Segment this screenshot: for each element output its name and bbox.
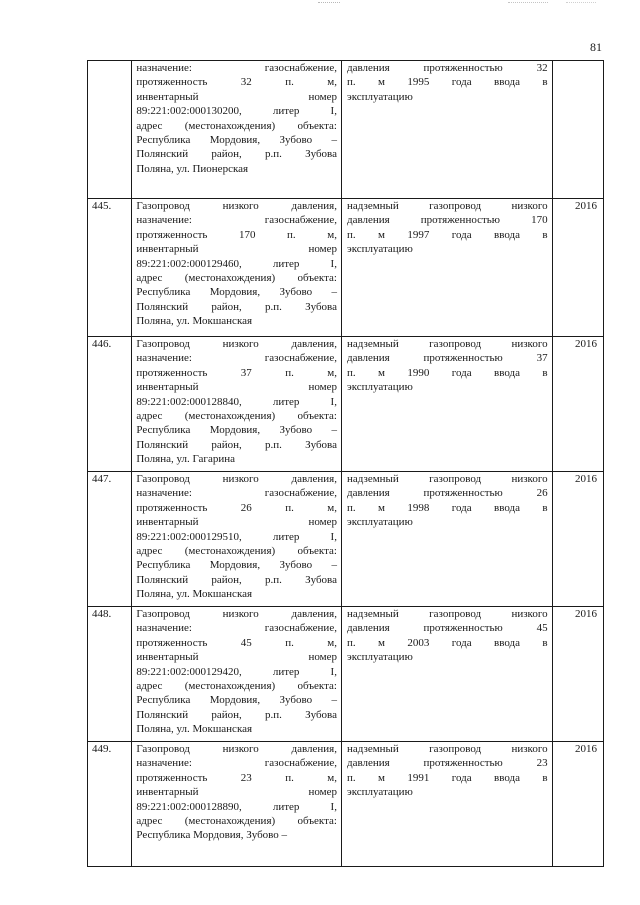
object-text-line: Поляна, ул. Гагарина xyxy=(136,453,235,466)
object-text-line: Полянский район, р.п. Зубова xyxy=(136,148,337,161)
object-text-line: назначение: газоснабжение, xyxy=(136,214,337,227)
description-text-line: п. м 2003 года ввода в xyxy=(346,636,548,649)
description-text-line: п. м 1998 года ввода в xyxy=(346,501,548,514)
table-row xyxy=(88,472,604,607)
object-text-line: адрес (местонахождения) объекта: xyxy=(136,679,337,692)
object-name-cell xyxy=(132,607,342,742)
row-number: 446. xyxy=(88,337,132,472)
description-text-line: п. м 1997 года ввода в xyxy=(346,228,548,241)
row-number: 447. xyxy=(88,472,132,607)
description-text-line: давления протяженностью 23 xyxy=(346,757,548,770)
year-cell: 2016 xyxy=(552,742,603,867)
object-text-line: назначение: газоснабжение, xyxy=(136,62,337,74)
object-text-line: адрес (местонахождения) объекта: xyxy=(136,409,337,422)
description-text-line: п. м 1995 года ввода в xyxy=(346,76,548,89)
description-text-line: надземный газопровод низкого xyxy=(346,608,548,620)
object-description-cell xyxy=(341,61,552,199)
object-text-line: назначение: газоснабжение, xyxy=(136,487,337,500)
description-text-line: давления протяженностью 32 xyxy=(346,62,548,74)
description-text-line: эксплуатацию xyxy=(346,651,413,664)
table-row xyxy=(88,742,604,867)
page-number: 81 xyxy=(590,40,602,54)
object-text-line: 89:221:002:000129460, литер I, xyxy=(136,257,337,270)
object-text-line: Газопровод низкого давления, xyxy=(136,338,337,350)
object-text-line: 89:221:002:000129420, литер I, xyxy=(136,665,337,678)
description-text-line: эксплуатацию xyxy=(346,786,413,799)
year-cell: 2016 xyxy=(552,337,603,472)
object-text-line: протяженность 45 п. м, xyxy=(136,636,337,649)
description-text-line: давления протяженностью 26 xyxy=(346,487,548,500)
object-text-line: Полянский район, р.п. Зубова xyxy=(136,438,337,451)
year-cell xyxy=(552,61,603,199)
description-text-line: надземный газопровод низкого xyxy=(346,743,548,755)
object-text-line: Республика Мордовия, Зубово – xyxy=(136,133,337,146)
object-text-line: Газопровод низкого давления, xyxy=(136,743,337,755)
scan-artifact xyxy=(566,2,596,9)
description-text-line: эксплуатацию xyxy=(346,243,413,256)
table-body xyxy=(88,61,604,867)
row-number: 445. xyxy=(88,199,132,337)
object-text-line: инвентарный номер xyxy=(136,651,337,664)
object-text-line: Поляна, ул. Мокшанская xyxy=(136,315,253,328)
object-name-cell xyxy=(132,337,342,472)
property-register-table xyxy=(87,60,604,867)
object-text-line: протяженность 170 п. м, xyxy=(136,228,337,241)
object-text-line: Полянский район, р.п. Зубова xyxy=(136,573,337,586)
object-name-cell xyxy=(132,61,342,199)
object-text-line: Газопровод низкого давления, xyxy=(136,200,337,212)
object-text-line: адрес (местонахождения) объекта: xyxy=(136,271,337,284)
object-text-line: назначение: газоснабжение, xyxy=(136,622,337,635)
object-text-line: Республика Мордовия, Зубово – xyxy=(136,424,337,437)
object-text-line: назначение: газоснабжение, xyxy=(136,352,337,365)
object-text-line: Республика Мордовия, Зубово – xyxy=(136,559,337,572)
object-name-cell xyxy=(132,742,342,867)
object-text-line: инвентарный номер xyxy=(136,381,337,394)
scan-artifact xyxy=(318,2,340,9)
table-row xyxy=(88,61,604,199)
object-text-line: инвентарный номер xyxy=(136,516,337,529)
year-cell: 2016 xyxy=(552,199,603,337)
object-text-line: Поляна, ул. Пионерская xyxy=(136,162,249,175)
object-description-cell xyxy=(341,337,552,472)
table-row xyxy=(88,607,604,742)
object-text-line: протяженность 37 п. м, xyxy=(136,366,337,379)
object-text-line: Республика Мордовия, Зубово – xyxy=(136,694,337,707)
object-text-line: Полянский район, р.п. Зубова xyxy=(136,708,337,721)
object-text-line: Газопровод низкого давления, xyxy=(136,473,337,485)
object-text-line: инвентарный номер xyxy=(136,243,337,256)
object-text-line: инвентарный номер xyxy=(136,90,337,103)
object-text-line: Поляна, ул. Мокшанская xyxy=(136,588,253,601)
object-text-line: 89:221:002:000128890, литер I, xyxy=(136,800,337,813)
row-number xyxy=(88,61,132,199)
description-text-line: давления протяженностью 37 xyxy=(346,352,548,365)
object-text-line: протяженность 32 п. м, xyxy=(136,76,337,89)
object-text-line: 89:221:002:000128840, литер I, xyxy=(136,395,337,408)
year-cell: 2016 xyxy=(552,472,603,607)
object-text-line: адрес (местонахождения) объекта: xyxy=(136,814,337,827)
object-text-line: адрес (местонахождения) объекта: xyxy=(136,544,337,557)
table-row xyxy=(88,337,604,472)
object-name-cell xyxy=(132,199,342,337)
description-text-line: эксплуатацию xyxy=(346,381,413,394)
object-text-line: адрес (местонахождения) объекта: xyxy=(136,119,337,132)
object-text-line: 89:221:002:000129510, литер I, xyxy=(136,530,337,543)
object-description-cell xyxy=(341,199,552,337)
object-name-cell xyxy=(132,472,342,607)
object-description-cell xyxy=(341,607,552,742)
description-text-line: эксплуатацию xyxy=(346,516,413,529)
row-number: 448. xyxy=(88,607,132,742)
description-text-line: надземный газопровод низкого xyxy=(346,473,548,485)
description-text-line: эксплуатацию xyxy=(346,90,413,103)
year-cell: 2016 xyxy=(552,607,603,742)
description-text-line: п. м 1991 года ввода в xyxy=(346,771,548,784)
description-text-line: п. м 1990 года ввода в xyxy=(346,366,548,379)
object-text-line: протяженность 23 п. м, xyxy=(136,771,337,784)
object-description-cell xyxy=(341,472,552,607)
object-description-cell xyxy=(341,742,552,867)
description-text-line: надземный газопровод низкого xyxy=(346,200,548,212)
object-text-line: протяженность 26 п. м, xyxy=(136,501,337,514)
object-text-line: Газопровод низкого давления, xyxy=(136,608,337,620)
scan-artifact xyxy=(508,2,548,9)
object-text-line: Полянский район, р.п. Зубова xyxy=(136,300,337,313)
description-text-line: надземный газопровод низкого xyxy=(346,338,548,350)
object-text-line: инвентарный номер xyxy=(136,786,337,799)
object-text-line: Республика Мордовия, Зубово – xyxy=(136,286,337,299)
row-number: 449. xyxy=(88,742,132,867)
object-text-line: назначение: газоснабжение, xyxy=(136,757,337,770)
object-text-line: 89:221:002:000130200, литер I, xyxy=(136,105,337,118)
object-text-line: Республика Мордовия, Зубово – xyxy=(136,829,288,842)
description-text-line: давления протяженностью 170 xyxy=(346,214,548,227)
table-row xyxy=(88,199,604,337)
description-text-line: давления протяженностью 45 xyxy=(346,622,548,635)
object-text-line: Поляна, ул. Мокшанская xyxy=(136,723,253,736)
